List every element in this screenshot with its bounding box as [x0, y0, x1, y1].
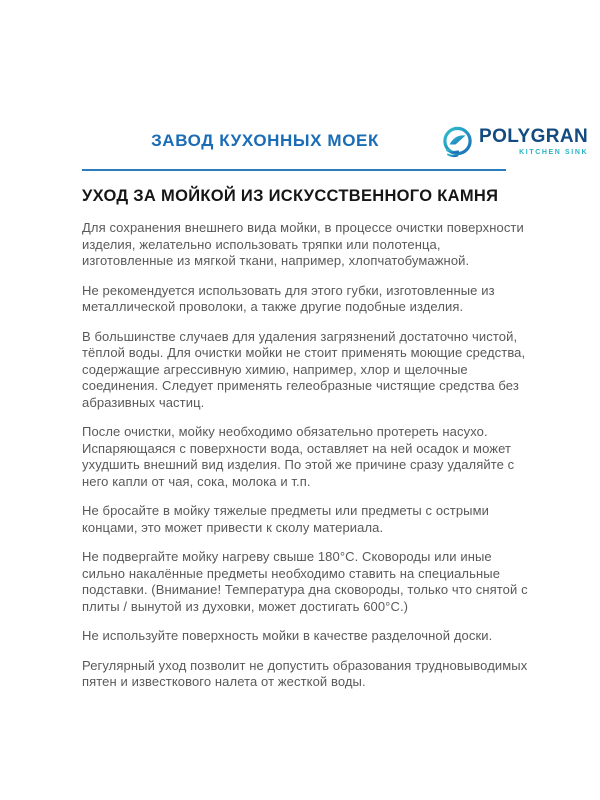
- body-text: [82, 220, 544, 691]
- paragraph: Регулярный уход позволит не допустить образования трудновыводимых пятен и известкового налета от жесткой воды.: [82, 657, 528, 689]
- paragraph: Не рекомендуется использовать для этого губки, изготовленные из металлической проволоки, а также другие подобные изделия.: [82, 282, 495, 314]
- page-title: УХОД ЗА МОЙКОЙ ИЗ ИСКУССТВЕННОГО КАМНЯ: [82, 187, 499, 205]
- paragraph: Не используйте поверхность мойки в качестве разделочной доски.: [82, 628, 493, 643]
- logo-text-block: [479, 126, 588, 156]
- paragraph: После очистки, мойку необходимо обязательно протереть насухо. Испаряющаяся с поверхности вода, оставляет на ней осадок и может ухудшить внешний вид изделия. По этой же причине сразу удаляйте с него капли от чая, сока, молока и т.п.: [82, 424, 515, 489]
- document-header: [0, 0, 600, 163]
- paragraph: Не бросайте в мойку тяжелые предметы или предметы с острыми концами, это может привести к сколу материала.: [82, 503, 490, 535]
- paragraph: Не подвергайте мойку нагреву свыше 180°С. Сковороды или иные сильно накалённые предметы необходимо ставить на специальные подставки. (Внимание! Температура дна сковороды, только что снятой с плиты / вынутой из духовки, может достигать 600°С.): [82, 549, 528, 614]
- header-divider: [82, 169, 506, 171]
- brand-name: POLYGRAN: [479, 126, 589, 147]
- factory-label: ЗАВОД КУХОННЫХ МОЕК: [151, 131, 379, 150]
- polygran-logo-icon: [441, 126, 474, 162]
- paragraph: Для сохранения внешнего вида мойки, в процессе очистки поверхности изделия, желательно использовать тряпки или полотенца, изготовленные из мягкой ткани, например, хлопчатобумажной.: [82, 220, 524, 268]
- polygran-logo: [441, 126, 589, 162]
- document-content: [0, 187, 600, 691]
- brand-subtitle: KITCHEN SINK: [519, 149, 589, 156]
- paragraph: В большинстве случаев для удаления загрязнений достаточно чистой, тёплой воды. Для очистки мойки не стоит применять моющие средства, содержащие агрессивную химию, например, хлор и щелочные соединения. Следует применять гелеобразные чистящие средства без абразивных частиц.: [82, 328, 526, 410]
